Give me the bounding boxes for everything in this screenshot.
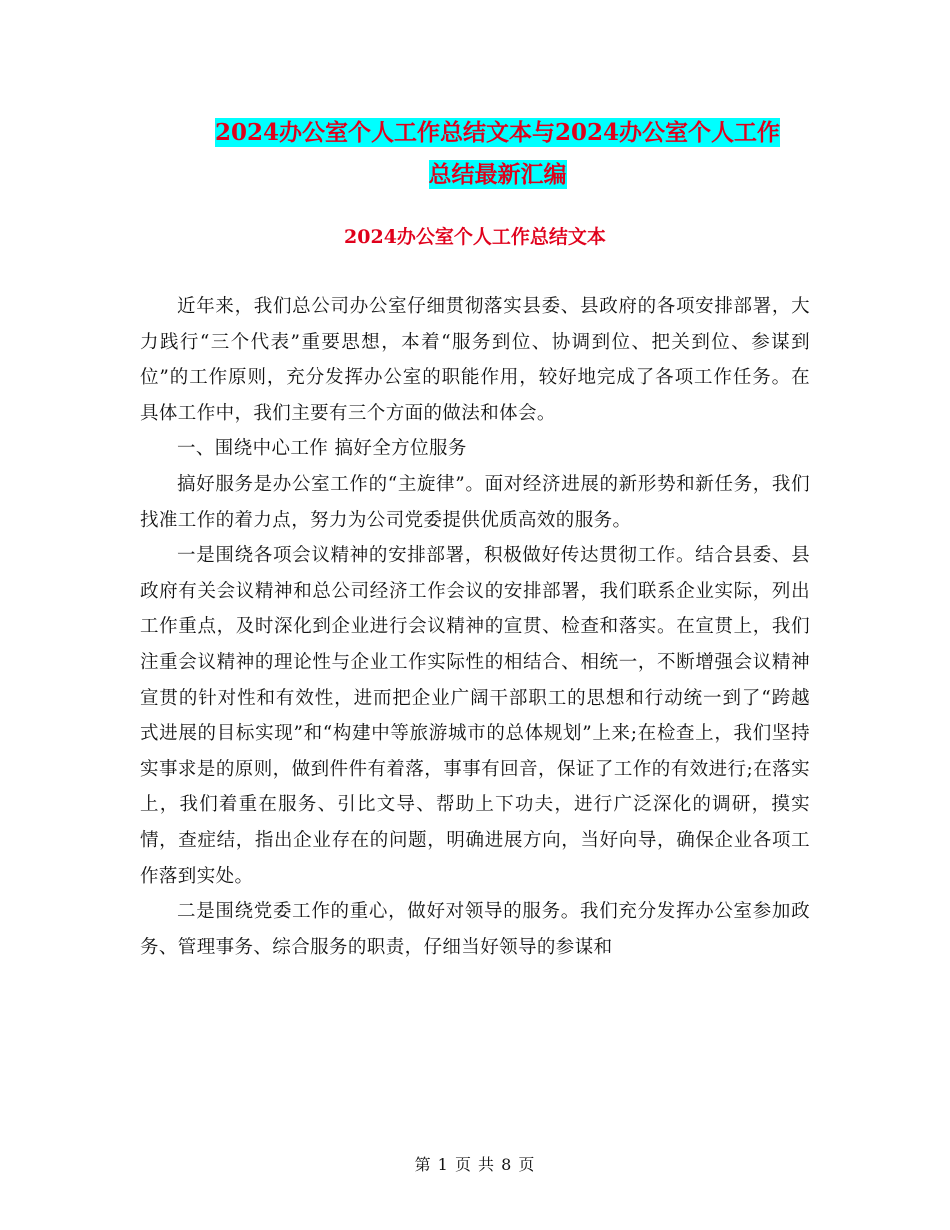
paragraph-intro: 近年来，我们总公司办公室仔细贯彻落实县委、县政府的各项安排部署，大力践行“三个代表”重要思想，本着“服务到位、协调到位、把关到位、参谋到位”的工作原则，充分发挥办公室的职能作用，较好地完成了各项工作任务。在具体工作中，我们主要有三个方面的做法和体会。 bbox=[140, 296, 810, 424]
document-body bbox=[140, 289, 810, 965]
document-title bbox=[140, 112, 855, 196]
page-number-footer: 第 1 页 共 8 页 bbox=[414, 1155, 536, 1174]
section-title: 2024办公室个人工作总结文本 bbox=[344, 226, 606, 248]
paragraph-service: 搞好服务是办公室工作的“主旋律”。面对经济进展的新形势和新任务，我们找准工作的着力点，努力为公司党委提供优质高效的服务。 bbox=[140, 473, 810, 531]
heading-section-1: 一、围绕中心工作 搞好全方位服务 bbox=[177, 438, 467, 460]
document-title-line-1: 2024办公室个人工作总结文本与2024办公室个人工作 bbox=[214, 119, 781, 146]
document-title-line-2: 总结最新汇编 bbox=[428, 161, 567, 188]
paragraph-point-1: 一是围绕各项会议精神的安排部署，积极做好传达贯彻工作。结合县委、县政府有关会议精神和总公司经济工作会议的安排部署，我们联系企业实际，列出工作重点，及时深化到企业进行会议精神的宣贯、检查和落实。在宣贯上，我们注重会议精神的理论性与企业工作实际性的相结合、相统一，不断增强会议精神宣贯的针对性和有效性，进而把企业广阔干部职工的思想和行动统一到了“跨越式进展的目标实现”和“构建中等旅游城市的总体规划”上来;在检查上，我们坚持实事求是的原则，做到件件有着落，事事有回音，保证了工作的有效进行;在落实上，我们着重在服务、引比文导、帮助上下功夫，进行广泛深化的调研，摸实情，查症结，指出企业存在的问题，明确进展方向，当好向导，确保企业各项工作落到实处。 bbox=[140, 545, 810, 887]
paragraph-point-2: 二是围绕党委工作的重心，做好对领导的服务。我们充分发挥办公室参加政务、管理事务、综合服务的职责，仔细当好领导的参谋和 bbox=[140, 901, 810, 958]
